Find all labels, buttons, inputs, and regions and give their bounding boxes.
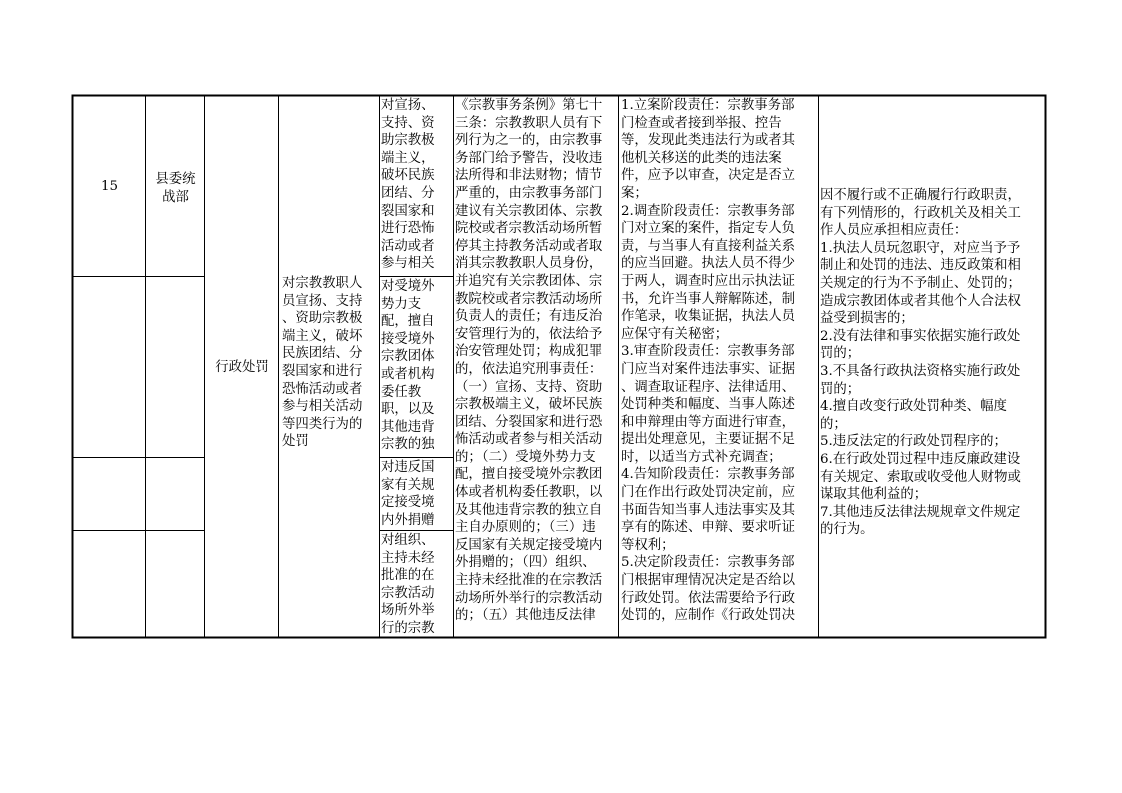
sub-item-2: 对受境外 势力支 配，擅自 接受境外 宗教团体 或者机构 委任教 职，以及 其他违背 宗教的独 xyxy=(381,279,435,453)
sub-item-1: 对宣扬、 支持、资 助宗教极 端主义， 破坏民族 团结、分 裂国家和 进行恐怖 活动或者 参与相关 xyxy=(381,98,435,272)
responsibility-items: 1.立案阶段责任：宗教事务部 门检查或者接到举报、控告 等，发现此类违法行为或者其 他机关移送的此类的违法案 件，应予以审查，决定是否立 案； 2.调查阶段责任：宗教事务部 门对立案的案件，指定专人负 责，与当事人有直接利益关系 的应当回避。执法人员不得少 于两人，调查时应出示执法证 书，允许当事人辩解陈述，制 作笔录，收集证据，执法人员 应保守有关秘密； 3.审查阶段责任：宗教事务部 门应当对案件违法事实、证据 、调查取证程序、法律适用、 处罚种类和幅度、当事人陈述 和申辩理由等方面进行审查， 提出处理意见，主要证据不足 时，以适当方式补充调查； 4.告知阶段责任：宗教事务部 门在作出行政处罚决定前，应 书面告知当事人违法事实及其 享有的陈述、申辩、要求听证 等权利； 5.决定阶段责任：宗教事务部 门根据审理情况决定是否给以 行政处罚。依法需要给予行政 处罚的，应制作《行政处罚决 xyxy=(621,98,796,624)
legal-basis: 《宗教事务条例》第七十 三条：宗教教职人员有下 列行为之一的，由宗教事 务部门给予警告，没收违 法所得和非法财物；情节 严重的，由宗教事务部门 建议有关宗教团体、宗教 院校或者宗教活动场所暂 停其主持教务活动或者取 消其宗教教职人员身份， 并追究有关宗教团体、宗 教院校或者宗教活动场所 负责人的责任；有违反治 安管理行为的，依法给予 治安管理处罚；构成犯罪 的，依法追究刑事责任： （一）宣扬、支持、资助 宗教极端主义，破坏民族 团结、分裂国家和进行恐 怖活动或者参与相关活动 的；（二）受境外势力支 配，擅自接受境外宗教团 体或者机构委任教职，以 及其他违背宗教的独立自 主自办原则的；（三）违 反国家有关规定接受境内 外捐赠的；（四）组织、 主持未经批准的在宗教活 动场所外举行的宗教活动 的；（五）其他违反法律 xyxy=(455,98,603,624)
power-item-name: 对宗教教职人 员宣扬、支持 、资助宗教极 端主义，破坏 民族团结、分 裂国家和进行 恐怖活动或者 参与相关活动 等四类行为的 处罚 xyxy=(282,276,363,450)
department-name: 县委统 战部 xyxy=(155,172,196,205)
sub-item-3: 对违反国 家有关规 定接受境 内外捐赠 xyxy=(381,460,435,528)
accountability-situations: 因不履行或不正确履行行政职责， 有下列情形的，行政机关及相关工 作人员应承担相应责任： 1.执法人员玩忽职守，对应当予予 制止和处罚的违法、违反政策和相 关规定的行为不予制止、处罚的； 造成宗教团体或者其他个人合法权 益受到损害的； 2.没有法律和事实依据实施行政处 罚的； 3.不具备行政执法资格实施行政处 罚的； 4.擅自改变行政处罚种类、幅度 的； 5.违反法定的行政处罚程序的； 6.在行政处罚过程中违反廉政建设 有关规定、索取或收受他人财物或 谋取其他利益的； 7.其他违反法律法规规章文件规定 的行为。 xyxy=(820,188,1021,538)
power-category: 行政处罚 xyxy=(215,360,269,375)
serial-number: 15 xyxy=(100,179,119,194)
sub-item-4: 对组织、 主持未经 批准的在 宗教活动 场所外举 行的宗教 xyxy=(381,533,435,636)
